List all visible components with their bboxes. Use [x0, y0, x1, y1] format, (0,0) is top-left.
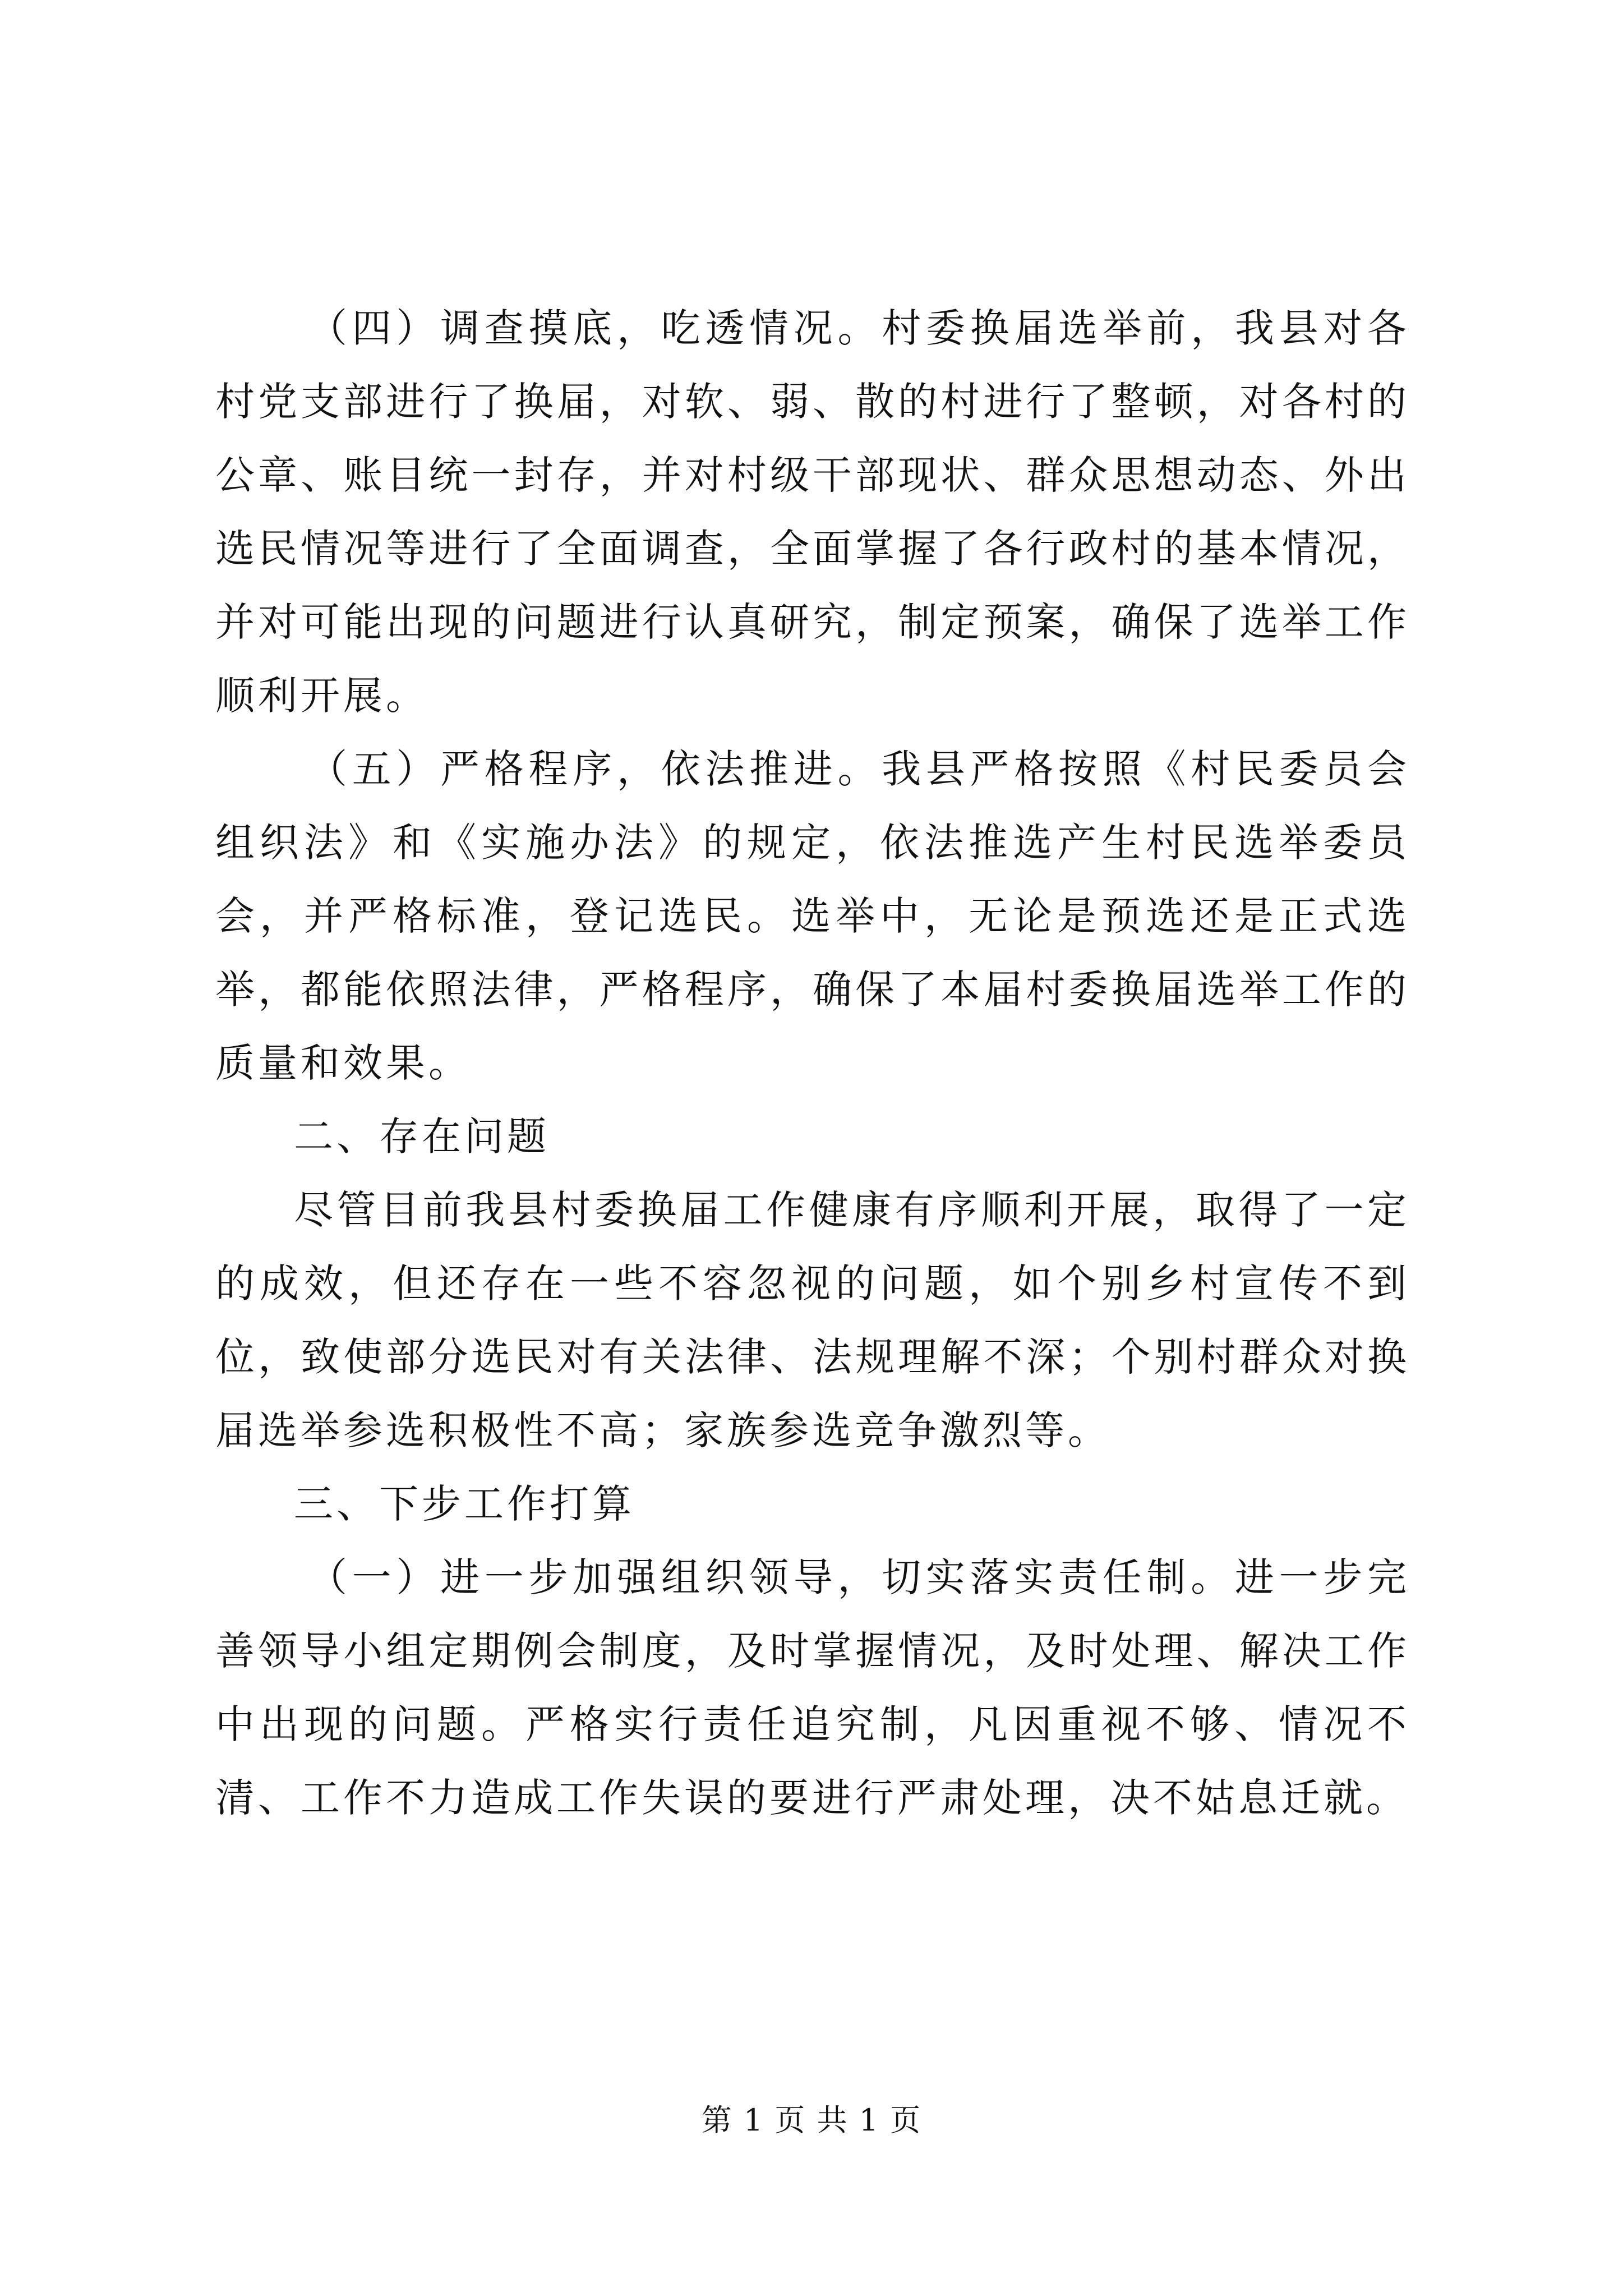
page-number-footer: 第 1 页 共 1 页 — [701, 2102, 922, 2138]
document-body — [215, 292, 1410, 1835]
paragraph-strict-procedure: （五）严格程序，依法推进。我县严格按照《村民委员会组织法》和《实施办法》的规定，依法推选产生村民选举委员会，并严格标准，登记选民。选举中，无论是预选还是正式选举，都能依照法律，严格程序，确保了本届村委换届选举工作的质量和效果。 — [215, 746, 1410, 1086]
section-heading-problems: 二、存在问题 — [294, 1114, 550, 1159]
paragraph-problems: 尽管目前我县村委换届工作健康有序顺利开展，取得了一定的成效，但还存在一些不容忽视的问题，如个别乡村宣传不到位，致使部分选民对有关法律、法规理解不深；个别村群众对换届选举参选积极性不高；家族参选竞争激烈等。 — [215, 1187, 1410, 1453]
paragraph-organization-leadership: （一）进一步加强组织领导，切实落实责任制。进一步完善领导小组定期例会制度，及时掌握情况，及时处理、解决工作中出现的问题。严格实行责任追究制，凡因重视不够、情况不清、工作不力造成工作失误的要进行严肃处理，决不姑息迁就。 — [215, 1554, 1410, 1821]
section-heading-next-steps: 三、下步工作打算 — [294, 1481, 635, 1527]
paragraph-investigation: （四）调查摸底，吃透情况。村委换届选举前，我县对各村党支部进行了换届，对软、弱、散的村进行了整顿，对各村的公章、账目统一封存，并对村级干部现状、群众思想动态、外出选民情况等进行了全面调查，全面掌握了各行政村的基本情况，并对可能出现的问题进行认真研究，制定预案，确保了选举工作顺利开展。 — [215, 305, 1410, 719]
